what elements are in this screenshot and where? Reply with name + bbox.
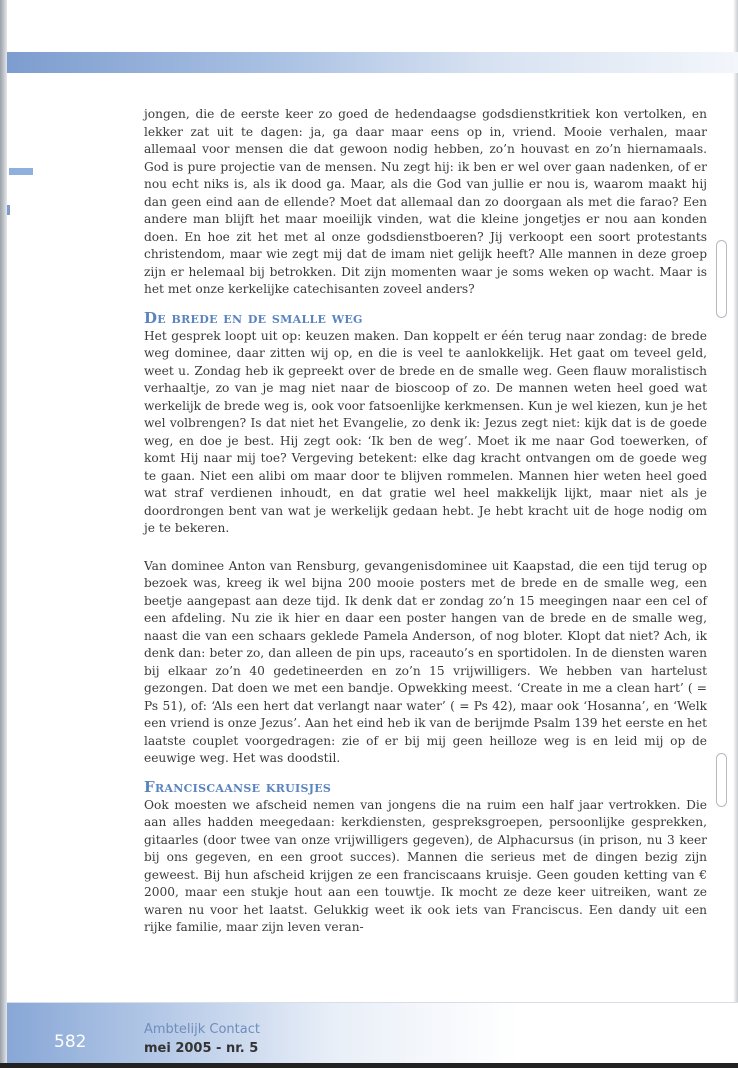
binding-clip-icon	[716, 240, 727, 318]
header-color-band	[7, 52, 738, 73]
scan-bottom-edge	[0, 1063, 738, 1068]
margin-tab-marker	[9, 168, 33, 175]
section-paragraph: Ook moesten we afscheid nemen van jongens die na ruim een half jaar vertrokken. Die aan alles hadden meegedaan: kerkdiensten, gespreksgroepen, persoonlijke gesprekken, gitaarles (door twee van onze vrijwilligers gegeven), de Alphacursus (in prison, nu 3 keer bij ons gegeven, en een groot succes). Mannen die serieus met de dingen bezig zijn geweest. Bij hun afscheid krijgen ze een franciscaans kruisje. Geen gouden ketting van € 2000, maar een stukje hout aan een touwtje. Ik mocht ze deze keer uitreiken, want ze waren nu voor het laatst. Gelukkig weet ik ook iets van Franciscus. Een dandy uit een rijke familie, maar zijn leven veran-	[144, 797, 707, 934]
section-paragraph: Van dominee Anton van Rensburg, gevangenisdominee uit Kaapstad, die een tijd terug op bezoek was, kreeg ik wel bijna 200 mooie posters met de brede en de smalle weg, een beetje aangepast aan deze tijd. Ik denk dat er zondag zo’n 15 meegingen naar een cel of een afdeling. Nu zie ik hier en daar een poster hangen van de brede en de smalle weg, naast die van een schaars geklede Pamela Anderson, of nog bloter. Klopt dat niet? Ach, ik denk dan: beter zo, dan alleen de pin ups, raceauto’s en sportidolen. In de diensten waren bij elkaar zo’n 40 gedetineerden en zo’n 15 vrijwilligers. We hebben van hartelust gezongen. Dat doen we met een bandje. Opwekking meest. ‘Create in me a clean hart’ ( = Ps 51), of: ‘Als een hert dat verlangt naar water’ ( = Ps 42), maar ook ‘Hosanna’, en ‘Welk een vriend is onze Jezus’. Aan het eind heb ik van de berijmde Psalm 139 het eerste en het laatste couplet voorgedragen: zie of er bij mij geen heilloze weg is en leid mij op de eeuwige weg. Het was doodstil.	[144, 558, 707, 765]
intro-paragraph: jongen, die de eerste keer zo goed de hedendaagse godsdienstkritiek kon vertolken, en lekker zat uit te dagen: ja, ga daar maar eens op in, vriend. Mooie verhalen, maar allemaal voor mensen die dat gewoon nodig hebben, zo’n houvast en zo’n hiernamaals. God is pure projectie van de mensen. Nu zegt hij: ik ben er wel over gaan nadenken, of er nou echt niks is, als ik dood ga. Maar, als die God van jullie er nou is, waarom maakt hij dan geen eind aan de ellende? Moet dat allemaal dan zo doorgaan als met die farao? Een andere man blijft het maar moeilijk vinden, wat die kleine jongetjes er nou aan konden doen. En hoe zit het met al onze godsdienstboeren? Jij verkoopt een soort protestants christendom, maar wie zegt mij dat de imam niet gelijk heeft? Alle mannen in deze groep zijn er helemaal bij betrokken. Dit zijn momenten waar je soms weken op wacht. Maar is het met onze kerkelijke catechisanten zoveel anders?	[144, 107, 707, 296]
margin-tick-marker	[7, 205, 10, 215]
article-body	[144, 106, 707, 937]
page-number: 582	[54, 1032, 87, 1052]
section-heading-brede-weg: De brede en de smalle weg	[144, 308, 363, 327]
binding-clip-icon	[716, 753, 727, 807]
publication-title: Ambtelijk Contact	[144, 1022, 260, 1037]
section-paragraph: Het gesprek loopt uit op: keuzen maken. Dan koppelt er één terug naar zondag: de brede weg dominee, daar zitten wij op, en die is veel te aanlokkelijk. Het gaat om teveel geld, weet u. Zondag heb ik gepreekt over de brede en de smalle weg. Geen flauw moralistisch verhaaltje, zo van je mag niet naar de bioscoop of zo. De mannen weten heel goed wat werkelijk de brede weg is, ook voor fatsoenlijke kerkmensen. Kun je wel kiezen, kun je het wel volbrengen? Is dat niet het Evangelie, zo denk ik: Jezus zegt niet: kijk dat is de goede weg, en doe je best. Hij zegt ook: ‘Ik ben de weg’. Moet ik me naar God toewerken, of komt Hij naar mij toe? Vergeving betekent: elke dag kracht ontvangen om de goede weg te gaan. Niet een alibi om maar door te blijven rommelen. Mannen hier weten heel goed wat straf verdienen inhoudt, en dat gratie wel heel makkelijk lijkt, maar niet als je doordrongen bent van wat je werkelijk gedaan hebt. Je hebt kracht uit de hoge nodig om je te bekeren.	[144, 328, 707, 535]
scan-right-edge	[733, 0, 738, 1068]
section-heading-kruisjes: Franciscaanse kruisjes	[144, 777, 332, 796]
scan-left-edge	[0, 0, 7, 1068]
issue-label: mei 2005 - nr. 5	[144, 1041, 259, 1056]
footer-color-band	[7, 1003, 738, 1063]
